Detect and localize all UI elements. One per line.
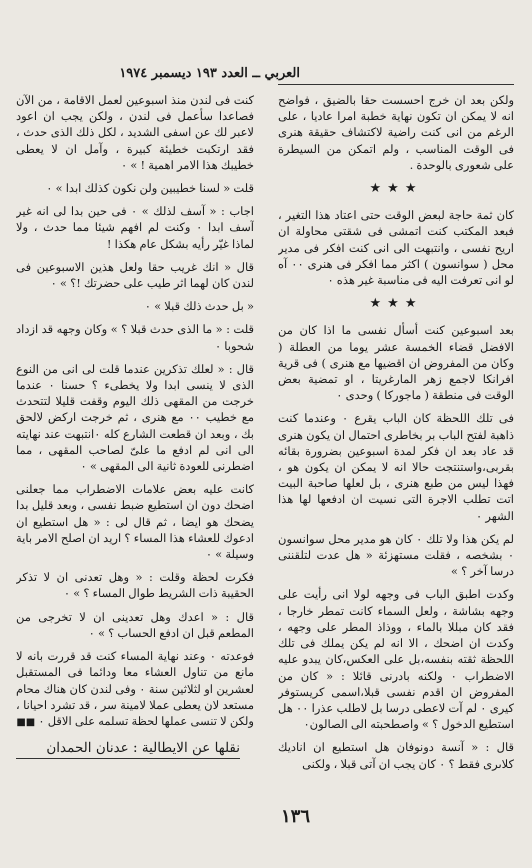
paragraph: ولكن بعد ان خرج احسست حقا بالضيق ، فواضح انه لا يمكن ان تكون نهاية خطبة امرا عاديا ، على الرغم من انى كنت راضية لاكتشاف حقيقة هنرى فى الوقت المناسب ، ولم اتمكن من السيطرة على شعورى بالوحدة . xyxy=(278,93,514,172)
paragraph: كنت فى لندن منذ اسبوعين لعمل الاقامة ، من الآن فصاعدا سأعمل فى لندن ، ولكن يجب ان اعود لاعبر لك عن اسفى الشديد ، لكل ذلك الذى حدث ، فقد ارتكبت خطيئة كبيرة ، وآمل ان لا يعطى خطيبك هذا الامر اهمية ! » ٠ xyxy=(16,93,254,172)
running-head: العربي ــ العدد ١٩٣ ديسمبر ١٩٧٤ xyxy=(119,66,300,81)
paragraph: قال : « لعلك تذكرين عندما قلت لى انى من النوع الذى لا ينسى ابدا ولا يخطىء ؟ حسنا ٠ عندما خرجت من المقهى ذلك اليوم وقفت قليلا لتتحدث مع خطيب ٠٠ مع هنرى ، ثم خرجت اركض لالحق بك ، وبعد ان قطعت الشارع كله ٠انتبهت عند نهايته الى انى لم ادفع ما علىّ لصاحب المقهى ، مما اضطرنى للعودة ثانية الى المقهى » ٠ xyxy=(16,361,254,474)
paragraph: قلت : « ما الذى حدث قبلا ؟ » وكان وجهه قد ازداد شحوبا ٠ xyxy=(16,322,254,353)
end-mark: ■■ xyxy=(16,716,36,728)
section-divider-stars: ★★★ xyxy=(369,296,423,312)
paragraph: قال « انك غريب حقا ولعل هذين الاسبوعين فى لندن كان لهما اثر طيب على حضرتك !؟ » ٠ xyxy=(16,259,254,291)
paragraph: « بل حدث ذلك قبلا » ٠ xyxy=(144,299,254,314)
right-column xyxy=(278,92,514,832)
header-rule xyxy=(278,84,514,85)
paragraph: كانت عليه بعض علامات الاضطراب مما جعلنى اضحك دون ان استطيع ضبط نفسى ، وبعد قليل بدا يضحك هو ايضا ، ثم قال لى : « هل استطيع ان ادعوك للعشاء هذا المساء ؟ اريد ان اصلح الامر باية وسيلة » ٠ xyxy=(16,482,254,562)
paragraph: فكرت لحظة وقلت : « وهل تعدنى ان لا تذكر الحقيبة ذات الشريط طوال المساء ؟ » ٠ xyxy=(16,570,254,601)
paragraph: كان ثمة حاجة لبعض الوقت حتى اعتاد هذا التغير ، فبعد المكتب كنت اتمشى فى شقتى محاولة ان اريح نفسى ، وانتبهت الى انى كنت افكر فى مدير محل ( سوانسون ) اكثر مما افكر فى هنرى ٠٠ آه لو انى تعرفت اليه فى مناسبة غير هذه ٠ xyxy=(278,208,514,288)
paragraph: قال : « اعدك وهل تعدينى ان لا تخرجى من المطعم قبل ان ادفع الحساب ؟ » ٠ xyxy=(16,609,254,640)
section-divider-stars: ★★★ xyxy=(369,181,423,197)
paragraph: فوعدته ٠ وعند نهاية المساء كنت قد قررت بانه لا مانع من تناول العشاء معا ودائما فى المستقبل لعشرين او لثلاثين سنة ٠ وفى لندن كان هناك محام مستعد لان يعطى عملا لامينة سر ، قد تشرد احيانا ، ولكن لا تنسى عملها لحظة تسلمه على الاقل ٠ ■■ xyxy=(16,649,254,728)
paragraph: وكدت اطبق الباب فى وجهه لولا انى رأيت على وجهه بشاشة ، ولعل السماء كانت تمطر خارجا ، فقد كان مبللا بالماء ، ووذاذ المطر على وجهه ، وكدت ان اضحك ، الا انه لم يكن يملك فى تلك اللحظة ثقته بنفسه،بل على العكس،كان يبدو عليه الاضطراب ٠ ولكنه بادرنى قائلا : « كان من المفروض ان اقدم نفسى قبلا،اسمى كريستوفر كيرى ٠ لم آت لاعطى درسا بل لاطلب عذرا ٠٠ هل استطيع الدخول ؟ » واصطحبته الى الصالون٠ xyxy=(278,587,514,732)
page-number: ١٣٦ xyxy=(280,806,310,827)
translator-credit: نقلها عن الايطالية : عدنان الحمدان xyxy=(46,740,240,756)
paragraph: قال : « آنسة دونوفان هل استطيع ان اناديك كلاىرى فقط ؟ ٠ كان يجب ان آتى قبلا ، ولكنى xyxy=(278,740,514,771)
paragraph: اجاب : « آسف لذلك » ٠ فى حين بدا لى انه غير آسف ابدا ٠ وكنت لم افهم شيئا مما حدث ، ولا لماذا غيّر رأيه بشكل عام هكذا ! xyxy=(16,204,254,251)
credit-rule xyxy=(16,758,240,759)
left-column xyxy=(16,92,254,782)
paragraph: بعد اسبوعين كنت أسأل نفسى ما اذا كان من الافضل قضاء الخمسة عشر يوما من العطلة ( وكان من المفروض ان اقضيها مع هنرى ) فى قرية افرانكا لاجمع زهر المارغريتا ، او تمضية بعض الوقت فى منطقة ( ماجوركا ) وحدى ٠ xyxy=(278,323,514,403)
paragraph: لم يكن هذا ولا تلك ٠ كان هو مدير محل سوانسون ٠ بشخصه ، فقلت مستهزئة « هل عدت لتلقننى درسا آخر ؟ » xyxy=(278,531,514,579)
paragraph: فى تلك اللحظة كان الباب يقرع ٠ وعندما كنت ذاهبة لفتح الباب بر بخاطرى احتمال ان يكون هنرى قد عاد بعد ان فكر لمدة اسبوعين بضرورة بقائه بقربى،واستنتجت حالا انه لا يمكن ان يكون هو ، فهذا ليس من طبع هنرى ، بل لعلها صاحبة البيت اتت تطلب الاجرة التى نسيت ان ادفعها لها هذا الشهر ٠ xyxy=(278,411,514,523)
paragraph: قلت « لسنا خطيبين ولن نكون كذلك ابدا » ٠ xyxy=(46,181,254,196)
